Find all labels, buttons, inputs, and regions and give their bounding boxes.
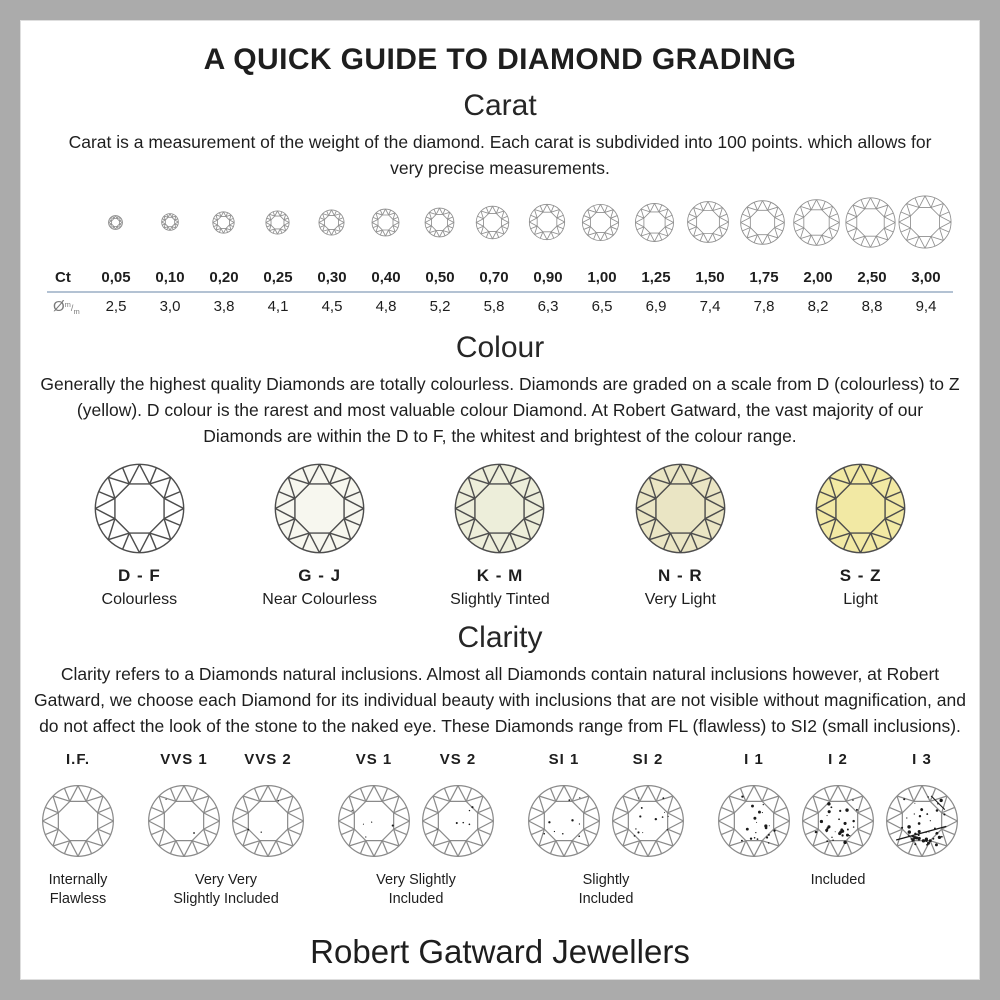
- diamond-icon: [475, 205, 510, 240]
- clarity-grade: [716, 751, 792, 859]
- diamond-icon: [420, 783, 496, 859]
- clarity-grade-code: VVS 2: [244, 751, 292, 768]
- carat-diamond: [792, 198, 841, 247]
- clarity-grade-diamond: [336, 783, 412, 859]
- clarity-grade-diamond: [230, 783, 306, 859]
- clarity-group: [146, 751, 306, 909]
- clarity-group-cells: [336, 751, 496, 859]
- clarity-grade: [230, 751, 306, 859]
- clarity-grade: [420, 751, 496, 859]
- clarity-grade-code: VS 2: [439, 751, 477, 768]
- clarity-grade-code: I 1: [744, 751, 764, 768]
- clarity-group-label: Included: [810, 872, 866, 888]
- diamond-icon: [792, 198, 841, 247]
- diamond-icon: [813, 461, 908, 556]
- carat-diamond: [265, 210, 290, 235]
- carat-diamond: [318, 209, 345, 236]
- colour-grade-range: G - J: [298, 566, 342, 585]
- diamond-icon: [634, 202, 675, 243]
- diamond-icon: [336, 783, 412, 859]
- carat-diamond: [108, 215, 123, 230]
- carat-ct-value: 0,30: [317, 269, 347, 286]
- carat-ct-label: Ct: [55, 269, 71, 286]
- carat-ct-value: 0,70: [479, 269, 509, 286]
- clarity-grade-diamond: [526, 783, 602, 859]
- diamond-icon: [526, 783, 602, 859]
- carat-mm-row: [47, 294, 953, 319]
- diamond-icon: [897, 194, 953, 250]
- clarity-grade-code: I 2: [828, 751, 848, 768]
- colour-grade: [592, 461, 768, 609]
- carat-diamond-row: [47, 191, 953, 253]
- clarity-grade: [610, 751, 686, 859]
- clarity-grade-diamond: [146, 783, 222, 859]
- carat-diamond: [475, 205, 510, 240]
- carat-ct-value: 0,25: [263, 269, 293, 286]
- carat-ct-value: 1,50: [695, 269, 725, 286]
- diamond-icon: [161, 213, 179, 231]
- carat-ct-value: 1,00: [587, 269, 617, 286]
- carat-ct-value: 0,20: [209, 269, 239, 286]
- clarity-group: [40, 751, 116, 909]
- clarity-grade: [884, 751, 960, 859]
- clarity-grade-code: I 3: [912, 751, 932, 768]
- colour-description: Generally the highest quality Diamonds are totally colourless. Diamonds are graded on a scale from D (colourless) to Z (yellow). D colour is the rarest and most valuable colour Diamond. At Robert Gatward, the vast majority of our Diamonds are within the D to F, the whitest and brightest of the colour range.: [40, 374, 960, 446]
- diamond-icon: [212, 211, 235, 234]
- clarity-grade-diamond: [420, 783, 496, 859]
- colour-grade-range: D - F: [117, 566, 161, 585]
- carat-mm-value: 5,2: [429, 298, 451, 315]
- diamond-icon: [739, 199, 786, 246]
- footer-brand: Robert Gatward Jewellers: [310, 933, 690, 970]
- clarity-grade: [146, 751, 222, 859]
- carat-ct-value: 2,00: [803, 269, 833, 286]
- clarity-grade: [336, 751, 412, 859]
- carat-mm-value: 4,8: [375, 298, 397, 315]
- clarity-grade-diamond: [716, 783, 792, 859]
- carat-mm-value: 9,4: [915, 298, 937, 315]
- carat-diamond: [686, 200, 730, 244]
- clarity-group-cells: [716, 751, 960, 859]
- diamond-icon: [40, 783, 116, 859]
- clarity-group-cells: [40, 751, 116, 859]
- carat-mm-value: 7,4: [699, 298, 721, 315]
- carat-diamond: [844, 196, 897, 249]
- clarity-group-label: Very Slightly Included: [376, 872, 456, 907]
- carat-mm-value: 4,5: [321, 298, 343, 315]
- carat-table-divider: [47, 291, 953, 293]
- carat-ct-value: 0,05: [101, 269, 131, 286]
- clarity-group: [526, 751, 686, 909]
- carat-diamond: [424, 207, 455, 238]
- carat-mm-value: 5,8: [483, 298, 505, 315]
- carat-ct-value: 1,25: [641, 269, 671, 286]
- carat-ct-value: 0,90: [533, 269, 563, 286]
- diamond-icon: [581, 203, 620, 242]
- carat-mm-value: 8,8: [861, 298, 883, 315]
- colour-grade: [412, 461, 588, 609]
- clarity-grade: [40, 751, 116, 859]
- colour-section-heading: Colour: [455, 331, 545, 364]
- clarity-group-cells: [146, 751, 306, 859]
- colour-grade-label: Near Colourless: [262, 591, 378, 608]
- colour-grade-label: Light: [843, 591, 878, 608]
- carat-mm-value: 3,0: [159, 298, 181, 315]
- clarity-grade: [526, 751, 602, 859]
- colour-grade: [773, 461, 949, 609]
- carat-ct-row: [47, 265, 953, 290]
- diamond-icon: [371, 208, 400, 237]
- carat-diamond: [634, 202, 675, 243]
- clarity-group: [336, 751, 496, 909]
- clarity-group: [716, 751, 960, 890]
- diamond-icon: [424, 207, 455, 238]
- clarity-group-label: Internally Flawless: [48, 872, 108, 907]
- diamond-icon: [272, 461, 367, 556]
- carat-diamond: [897, 194, 953, 250]
- clarity-grade: [800, 751, 876, 859]
- diamond-icon: [318, 209, 345, 236]
- clarity-grade-code: VS 1: [355, 751, 393, 768]
- clarity-grade-diamond: [40, 783, 116, 859]
- carat-ct-value: 0,40: [371, 269, 401, 286]
- carat-mm-value: 8,2: [807, 298, 829, 315]
- carat-ct-value: 0,10: [155, 269, 185, 286]
- carat-mm-value: 4,1: [267, 298, 289, 315]
- colour-grade-range: N - R: [657, 566, 703, 585]
- diamond-icon: [633, 461, 728, 556]
- carat-description: Carat is a measurement of the weight of the diamond. Each carat is subdivided into 100 points. which allows for very precise measurements.: [68, 132, 932, 178]
- carat-diamond: [528, 203, 566, 241]
- clarity-group-label: Slightly Included: [578, 872, 634, 907]
- colour-grade-label: Slightly Tinted: [450, 591, 550, 608]
- colour-grade: [51, 461, 227, 609]
- clarity-grade-code: SI 1: [548, 751, 580, 768]
- diamond-icon: [92, 461, 187, 556]
- diamond-icon: [108, 215, 123, 230]
- clarity-grade-diamond: [800, 783, 876, 859]
- clarity-grade-diamond: [610, 783, 686, 859]
- diamond-icon: [800, 783, 876, 859]
- page-title: A QUICK GUIDE TO DIAMOND GRADING: [203, 43, 797, 76]
- carat-mm-value: 6,5: [591, 298, 613, 315]
- guide-page: [20, 20, 980, 980]
- colour-grade-range: S - Z: [839, 566, 882, 585]
- colour-grade-range: K - M: [476, 566, 524, 585]
- carat-diameter-label: $Ø^m/_m$: [53, 297, 80, 316]
- carat-diamond: [212, 211, 235, 234]
- clarity-grade-row: [21, 751, 979, 909]
- carat-mm-value: 7,8: [753, 298, 775, 315]
- carat-ct-value: 0,50: [425, 269, 455, 286]
- carat-section-heading: Carat: [463, 89, 537, 122]
- carat-mm-value: 3,8: [213, 298, 235, 315]
- carat-mm-value: 6,9: [645, 298, 667, 315]
- colour-grade-label: Colourless: [101, 591, 178, 608]
- carat-diamond: [161, 213, 179, 231]
- carat-ct-value: 2,50: [857, 269, 887, 286]
- diamond-icon: [528, 203, 566, 241]
- diamond-icon: [230, 783, 306, 859]
- diamond-icon: [884, 783, 960, 859]
- clarity-group-label: Very Very Slightly Included: [173, 872, 279, 907]
- diamond-icon: [610, 783, 686, 859]
- carat-ct-value: 3,00: [911, 269, 941, 286]
- carat-diamond: [371, 208, 400, 237]
- carat-diamond: [739, 199, 786, 246]
- diamond-icon: [146, 783, 222, 859]
- diamond-icon: [265, 210, 290, 235]
- colour-grade-row: [47, 461, 953, 609]
- diamond-icon: [452, 461, 547, 556]
- diamond-icon: [844, 196, 897, 249]
- diamond-icon: [686, 200, 730, 244]
- clarity-grade-diamond: [884, 783, 960, 859]
- carat-scale: [47, 191, 953, 319]
- clarity-grade-code: VVS 1: [160, 751, 208, 768]
- colour-grade: [232, 461, 408, 609]
- clarity-description: Clarity refers to a Diamonds natural inclusions. Almost all Diamonds contain natural inclusions however, at Robert Gatward, we choose each Diamond for its individual beauty with inclusions that are not visible without magnification, and do not affect the look of the stone to the naked eye. These Diamonds range from FL (flawless) to SI2 (small inclusions).: [34, 664, 966, 736]
- carat-mm-value: 6,3: [537, 298, 559, 315]
- diamond-icon: [716, 783, 792, 859]
- clarity-grade-code: SI 2: [632, 751, 664, 768]
- clarity-grade-code: I.F.: [65, 751, 90, 768]
- carat-mm-value: 2,5: [105, 298, 127, 315]
- clarity-section-heading: Clarity: [457, 621, 543, 654]
- clarity-group-cells: [526, 751, 686, 859]
- carat-diamond: [581, 203, 620, 242]
- carat-ct-value: 1,75: [749, 269, 779, 286]
- colour-grade-label: Very Light: [644, 591, 716, 608]
